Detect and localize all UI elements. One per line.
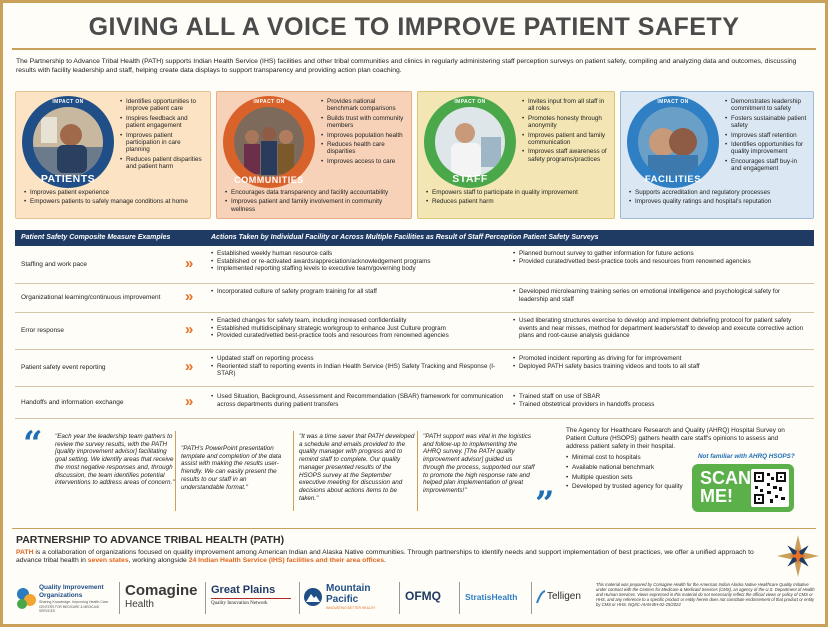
list-item: • Updated staff on reporting process [211,355,506,363]
patients-side-list [120,98,206,173]
facilities-badge [627,96,719,188]
impact-on-label: IMPACT ON [454,99,486,105]
intro-paragraph: The Partnership to Advance Tribal Health (PATH) supports Indian Health Service (IHS) facilities and other tribal communities and clinics in regularly administering staff perception surveys on patient safety, compiling and analyzing data and outcomes, discussing results with facility leadership and staff, helping create data displays to support transparency and providing action plan coaching. [16,58,797,74]
partner-logos [15,578,590,618]
great-plains-tagline: Quality Innovation Network [211,601,268,606]
list-item: • Established multidisciplinary strategic workgroup to enhance Just Culture program [211,325,506,333]
double-chevron-right-icon: » [185,321,190,338]
ahrq-benefits-list [566,454,686,490]
comagine-logo [123,578,201,618]
mountain-pacific-name: Mountain [326,583,371,594]
staff-side-list [522,98,610,165]
list-item: • Used Situation, Background, Assessment and Recommendation (SBAR) framework for communication across departments during patient transfers [211,393,506,408]
comagine-subname: Health [125,599,154,610]
path-text: is a collaboration of organizations focused on quality improvement among American Indian and Alaska Native communities. Through partnerships to identify needs and support implementation of best practices, we offer a unified approach to advance tribal health in [16,549,754,565]
testimonial-band [15,424,555,524]
table-row [15,313,814,350]
list-item: • Developed by trusted agency for quality [566,483,686,491]
list-item: • Empowers staff to participate in quality improvement [426,189,608,196]
list-item: • Encourages data transparency and facility accountability [225,189,405,196]
list-item: • Empowers patients to safely manage conditions at home [24,198,204,205]
double-chevron-right-icon: » [185,393,190,410]
list-item: • Improves patient and family involvement in community wellness [225,198,405,213]
list-item: • Improves population health [321,132,407,139]
communities-bottom-list [225,189,405,215]
qr-code-icon[interactable] [751,469,789,507]
list-item: • Promotes honesty through anonymity [522,115,610,130]
list-item: • Fosters sustainable patient safety [725,115,809,130]
great-plains-rule [211,598,291,599]
staff-bottom-list [426,189,608,208]
staff-photo [435,107,505,177]
qio-name: Organizations [39,592,83,599]
telligen-mark-icon [536,590,546,604]
page-title: GIVING ALL A VOICE TO IMPROVE PATIENT SAFETY [88,13,740,41]
star-quilt-logo [776,534,820,578]
double-chevron-right-icon: » [185,255,190,272]
impact-on-label: IMPACT ON [52,99,84,105]
facilities-photo [638,107,708,177]
list-item: • Provided curated/vetted best-practice tools and resources from renowned agencies [211,332,506,340]
testimonial-quote: "PATH's PowerPoint presentation template and completion of the data assist with making the results user-friendly. We can easily present the results to our staff in an understandable format." [181,445,282,491]
list-item: • Trained staff on use of SBAR [513,393,809,401]
telligen-logo [535,578,590,618]
list-item: • Minimal cost to hospitals [566,454,686,462]
impact-staff-panel [417,91,615,219]
impact-on-label: IMPACT ON [253,99,285,105]
qio-cms: CENTERS FOR MEDICARE & MEDICAID SERVICES [39,605,100,613]
testimonial-quote: "PATH support was vital in the logistics and follow-up to implementing the AHRQ survey. [The PATH quality improvement advisor] guided us through the process, supported our staff to promote the high response rate and helped plan implementation of great improvements!" [423,433,535,494]
list-item: • Provides national benchmark comparisons [321,98,407,113]
impact-communities-panel [216,91,412,219]
ahrq-panel [566,427,816,506]
scan-line: SCAN [700,468,752,488]
list-item: • Builds trust with community members [321,115,407,130]
list-item: • Provided curated/vetted best-practice tools and resources from renowned agencies [513,258,809,266]
list-item: • Available national benchmark [566,464,686,472]
double-chevron-right-icon: » [185,358,190,375]
close-quote-icon: ” [535,484,555,524]
path-text: , working alongside [128,557,189,565]
qio-name: Quality Improvement [39,584,104,591]
communities-side-list [321,98,407,167]
list-item: • Improves patient and family communication [522,132,610,147]
great-plains-name: Great Plains [211,584,276,596]
table-header [15,230,814,246]
double-chevron-right-icon: » [185,288,190,305]
impact-on-label: IMPACT ON [657,99,689,105]
list-item: • Promoted incident reporting as driving for for improvement [513,355,809,363]
ahrq-description: The Agency for Healthcare Research and Quality (AHRQ) Hospital Survey on Patient Culture (HSOPS) gathers health care staff's opinions to assess and address patient safety in their hospital. [566,427,785,450]
table-row [15,246,814,284]
scan-line: ME! [700,486,733,506]
impact-name: COMMUNITIES [234,175,304,185]
facilities-bottom-list [629,189,807,208]
actions-column-b [513,317,809,340]
disclaimer: This material was prepared by Comagine Health for the American Indian Alaska Native Healthcare Quality Initiative under contract with the Centers for Medicare & Medicaid Services (CMS), an agency of the U.S. Department of Health and Human Services. Views expressed in this material do not necessarily reflect the official views or policy of CMS or HHS, and any reference to a specific product or entity herein does not constitute endorsement of that product or entity by CMS or HHS. NQIIC-AIAN-BH-02-25/2024 [596,582,815,608]
title-divider [12,48,816,50]
community-photo [234,107,304,177]
table-row [15,284,814,313]
telligen-name: Telligen [547,591,581,602]
testimonial-quote: "It was a time saver that PATH developed a schedule and emails provided to the quality manager with progress and to remind staff to complete. Our quality manager presented results of the HSOPS survey at the September executive meeting for discussion and decisions about actions items to be taken." [299,433,415,502]
measure-label: Error response [21,327,64,334]
logo-divider [399,582,400,614]
facilities-side-list [725,98,809,175]
list-item: • Identifies opportunities for quality improvement [725,141,809,156]
qio-logo [15,578,115,618]
impact-name: STAFF [452,173,488,185]
path-description [16,549,756,566]
quote-divider [417,431,418,511]
logo-divider [459,582,460,614]
logo-divider [205,582,206,614]
list-item: • Implemented reporting staffing levels to executive team/governing body [211,265,506,273]
great-plains-logo [209,578,295,618]
mountain-icon [303,587,323,607]
list-item: • Improves staff retention [725,132,809,139]
table-header-actions: Actions Taken by Individual Facility or Across Multiple Facilities as Result of Staff Perception Patient Safety Surveys [211,234,599,241]
stratis-logo [463,578,529,618]
footer-divider [12,528,816,529]
patients-badge [22,96,114,188]
path-states: seven states [87,557,129,565]
measure-label: Organizational learning/continuous improvement [21,294,161,301]
staff-badge [424,96,516,188]
list-item: • Identifies opportunities to improve patient care [120,98,206,113]
patient-photo [33,107,103,177]
measure-label: Patient safety event reporting [21,364,106,371]
list-item: • Enacted changes for safety team, including increased confidentiality [211,317,506,325]
list-item: • Improves patient participation in care planning [120,132,206,154]
path-text: . [383,557,386,565]
logo-divider [119,582,120,614]
patients-bottom-list [24,189,204,208]
quote-divider [293,431,294,511]
open-quote-icon: “ [23,424,43,464]
communities-badge [223,96,315,188]
mountain-pacific-tagline: INNOVATING BETTER HEALTH [326,606,375,610]
list-item: • Reduces patient disparities and patient harm [120,156,206,171]
impact-facilities-panel [620,91,814,219]
quote-divider [175,431,176,511]
list-item: • Developed microlearning training series on emotional intelligence and psychological safety for leadership and staff [513,288,809,303]
list-item: • Inspires feedback and patient engagement [120,115,206,130]
table-row [15,350,814,387]
qio-tagline: Sharing Knowledge. Improving Health Care. [39,600,110,604]
impact-name: FACILITIES [644,174,702,185]
list-item: • Established weekly human resource calls [211,250,506,258]
path-facilities: 24 Indian Health Service (IHS) facilities and their area offices [188,557,384,565]
not-familiar-prompt: Not familiar with AHRQ HSOPS? [698,453,795,460]
list-item: • Invites input from all staff in all roles [522,98,610,113]
mountain-pacific-name: Pacific [326,594,359,605]
impact-patients-panel [15,91,211,219]
list-item: • Used liberating structures exercise to develop and implement debriefing protocol for patient safety events and near misses, method for department leaders/staff to develop and execute corrective action plans and root-cause analysis guidance [513,317,809,340]
actions-column-b [513,355,809,370]
table-header-measure: Patient Safety Composite Measure Examples [21,234,171,241]
actions-column-a [211,317,506,340]
actions-column-b [513,250,809,265]
list-item: • Reoriented staff to reporting events in Indian Health Service (IHS) Safety Tracking and Response (I-STAR) [211,363,506,378]
mountain-pacific-logo [303,578,395,618]
ofmq-logo [403,578,455,618]
testimonial-quote: "Each year the leadership team gathers to review the survey results, with the PATH [quality improvement advisor] facilitating goal setting. We identify areas that receive the most negative responses and, through discussion, the team identifies potential interventions to address areas of concern." [55,433,175,487]
table-row [15,387,814,419]
list-item: • Improves access to care [321,158,407,165]
list-item: • Incorporated culture of safety program training for all staff [211,288,506,296]
impact-name: PATIENTS [40,173,96,185]
actions-column-b [513,288,809,303]
path-heading: PARTNERSHIP TO ADVANCE TRIBAL HEALTH (PATH) [16,534,285,546]
list-item: • Improves patient experience [24,189,204,196]
list-item: • Established or re-activated awards/appreciation/acknowledgement programs [211,258,506,266]
actions-column-a [211,250,506,273]
scan-me-qr-button[interactable] [692,464,794,512]
actions-column-a [211,355,506,378]
actions-column-a [211,393,506,408]
measure-label: Handoffs and information exchange [21,399,124,406]
logo-divider [531,582,532,614]
measure-label: Staffing and work pace [21,261,88,268]
list-item: • Supports accreditation and regulatory processes [629,189,807,196]
list-item: • Demonstrates leadership commitment to safety [725,98,809,113]
list-item: • Trained obstetrical providers in handoffs process [513,401,809,409]
list-item: • Improves staff awareness of safety programs/practices [522,148,610,163]
list-item: • Multiple question sets [566,474,686,482]
actions-column-a [211,288,506,296]
comagine-name: Comagine [125,582,198,599]
list-item: • Improves quality ratings and hospital's reputation [629,198,807,205]
list-item: • Planned burnout survey to gather information for future actions [513,250,809,258]
logo-divider [299,582,300,614]
list-item: • Deployed PATH safety basics training videos and tools to all staff [513,363,809,371]
list-item: • Encourages staff buy-in and engagement [725,158,809,173]
path-acronym: PATH [16,549,34,556]
actions-column-b [513,393,809,408]
list-item: • Reduces health care disparities [321,141,407,156]
scan-me-label [700,469,751,505]
stratis-name: StratisHealth [465,592,518,602]
qio-mark-icon [15,586,37,610]
list-item: • Reduces patient harm [426,198,608,205]
ofmq-name: OFMQ [405,589,441,603]
